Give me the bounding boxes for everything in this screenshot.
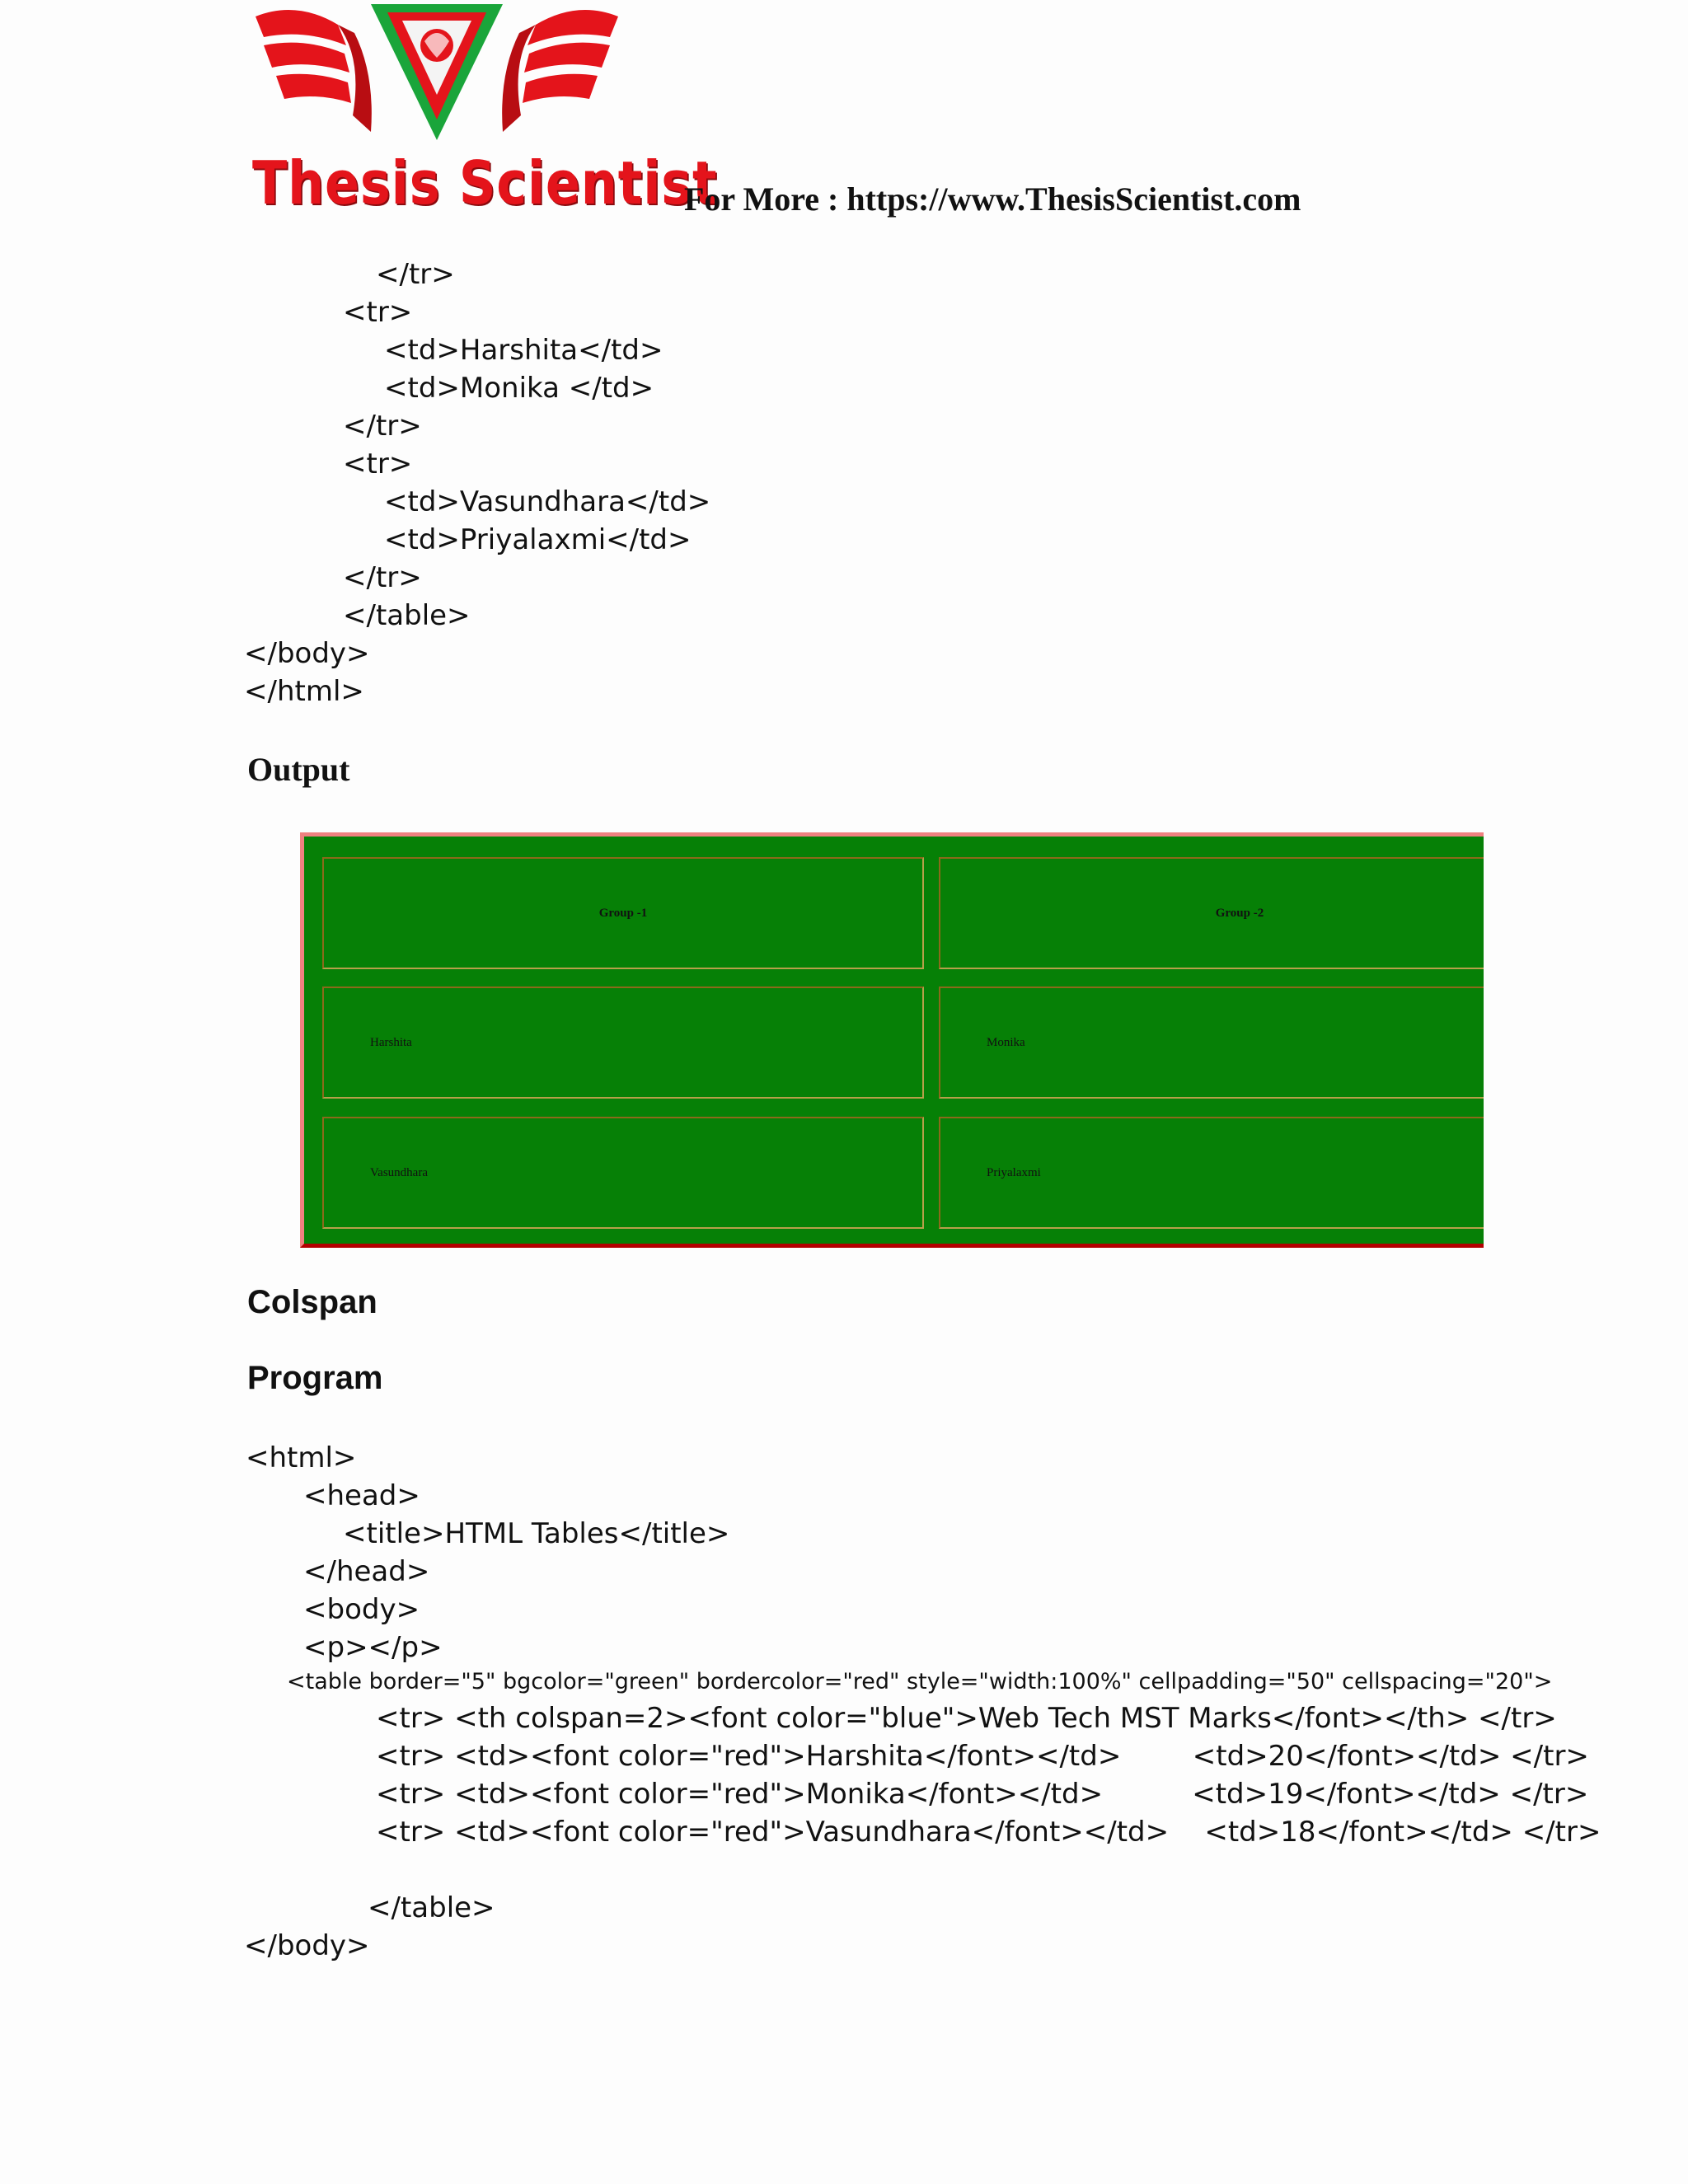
code-line: <tr>: [343, 448, 413, 480]
colspan-heading: Colspan: [247, 1284, 377, 1320]
table-header-cell: Group -2: [939, 857, 1484, 969]
code-line: </tr>: [343, 410, 422, 443]
code-line: </head>: [303, 1555, 430, 1588]
code-line: <title>HTML Tables</title>: [343, 1517, 730, 1550]
code-line: </tr>: [376, 258, 455, 291]
code-line: </body>: [244, 1929, 370, 1962]
output-heading: Output: [247, 751, 350, 788]
code-line: <tr> <td><font color="red">Vasundhara</font></td> <td>18</font></td> </tr>: [376, 1816, 1601, 1849]
table-cell: Priyalaxmi: [939, 1117, 1484, 1229]
code-line: </tr>: [343, 561, 422, 594]
code-line: <table border="5" bgcolor="green" bordercolor="red" style="width:100%" cellpadding="50" cellspacing="20">: [287, 1669, 1553, 1694]
code-line: </table>: [343, 599, 471, 632]
code-line: <tr> <td><font color="red">Monika</font></td> <td>19</font></td> </tr>: [376, 1778, 1589, 1811]
table-cell: Harshita: [322, 987, 924, 1099]
code-line: <body>: [303, 1593, 420, 1626]
table-cell: Monika: [939, 987, 1484, 1099]
code-line: <td>Harshita</td>: [384, 334, 663, 367]
code-line: </body>: [244, 637, 370, 670]
more-link-text: For More : https://www.ThesisScientist.com: [684, 180, 1301, 218]
logo-wordmark: Thesis Scientist: [252, 148, 718, 218]
code-line: <tr> <td><font color="red">Harshita</font></td> <td>20</font></td> </tr>: [376, 1740, 1589, 1773]
thesis-scientist-logo: [247, 0, 718, 223]
output-table-preview: [300, 832, 1484, 1248]
code-line: </table>: [368, 1891, 495, 1924]
table-header-cell: Group -1: [322, 857, 924, 969]
code-line: <html>: [246, 1441, 357, 1474]
wings-emblem-icon: [247, 0, 626, 165]
code-line: <td>Monika </td>: [384, 372, 654, 405]
code-line: </html>: [244, 675, 364, 708]
code-line: <tr>: [343, 296, 413, 329]
program-heading: Program: [247, 1360, 383, 1396]
code-line: <td>Vasundhara</td>: [384, 485, 711, 518]
code-line: <td>Priyalaxmi</td>: [384, 523, 692, 556]
table-cell: Vasundhara: [322, 1117, 924, 1229]
code-line: <tr> <th colspan=2><font color="blue">Web Tech MST Marks</font></th> </tr>: [376, 1702, 1557, 1735]
code-line: <head>: [303, 1479, 420, 1512]
code-line: <p></p>: [303, 1631, 443, 1664]
